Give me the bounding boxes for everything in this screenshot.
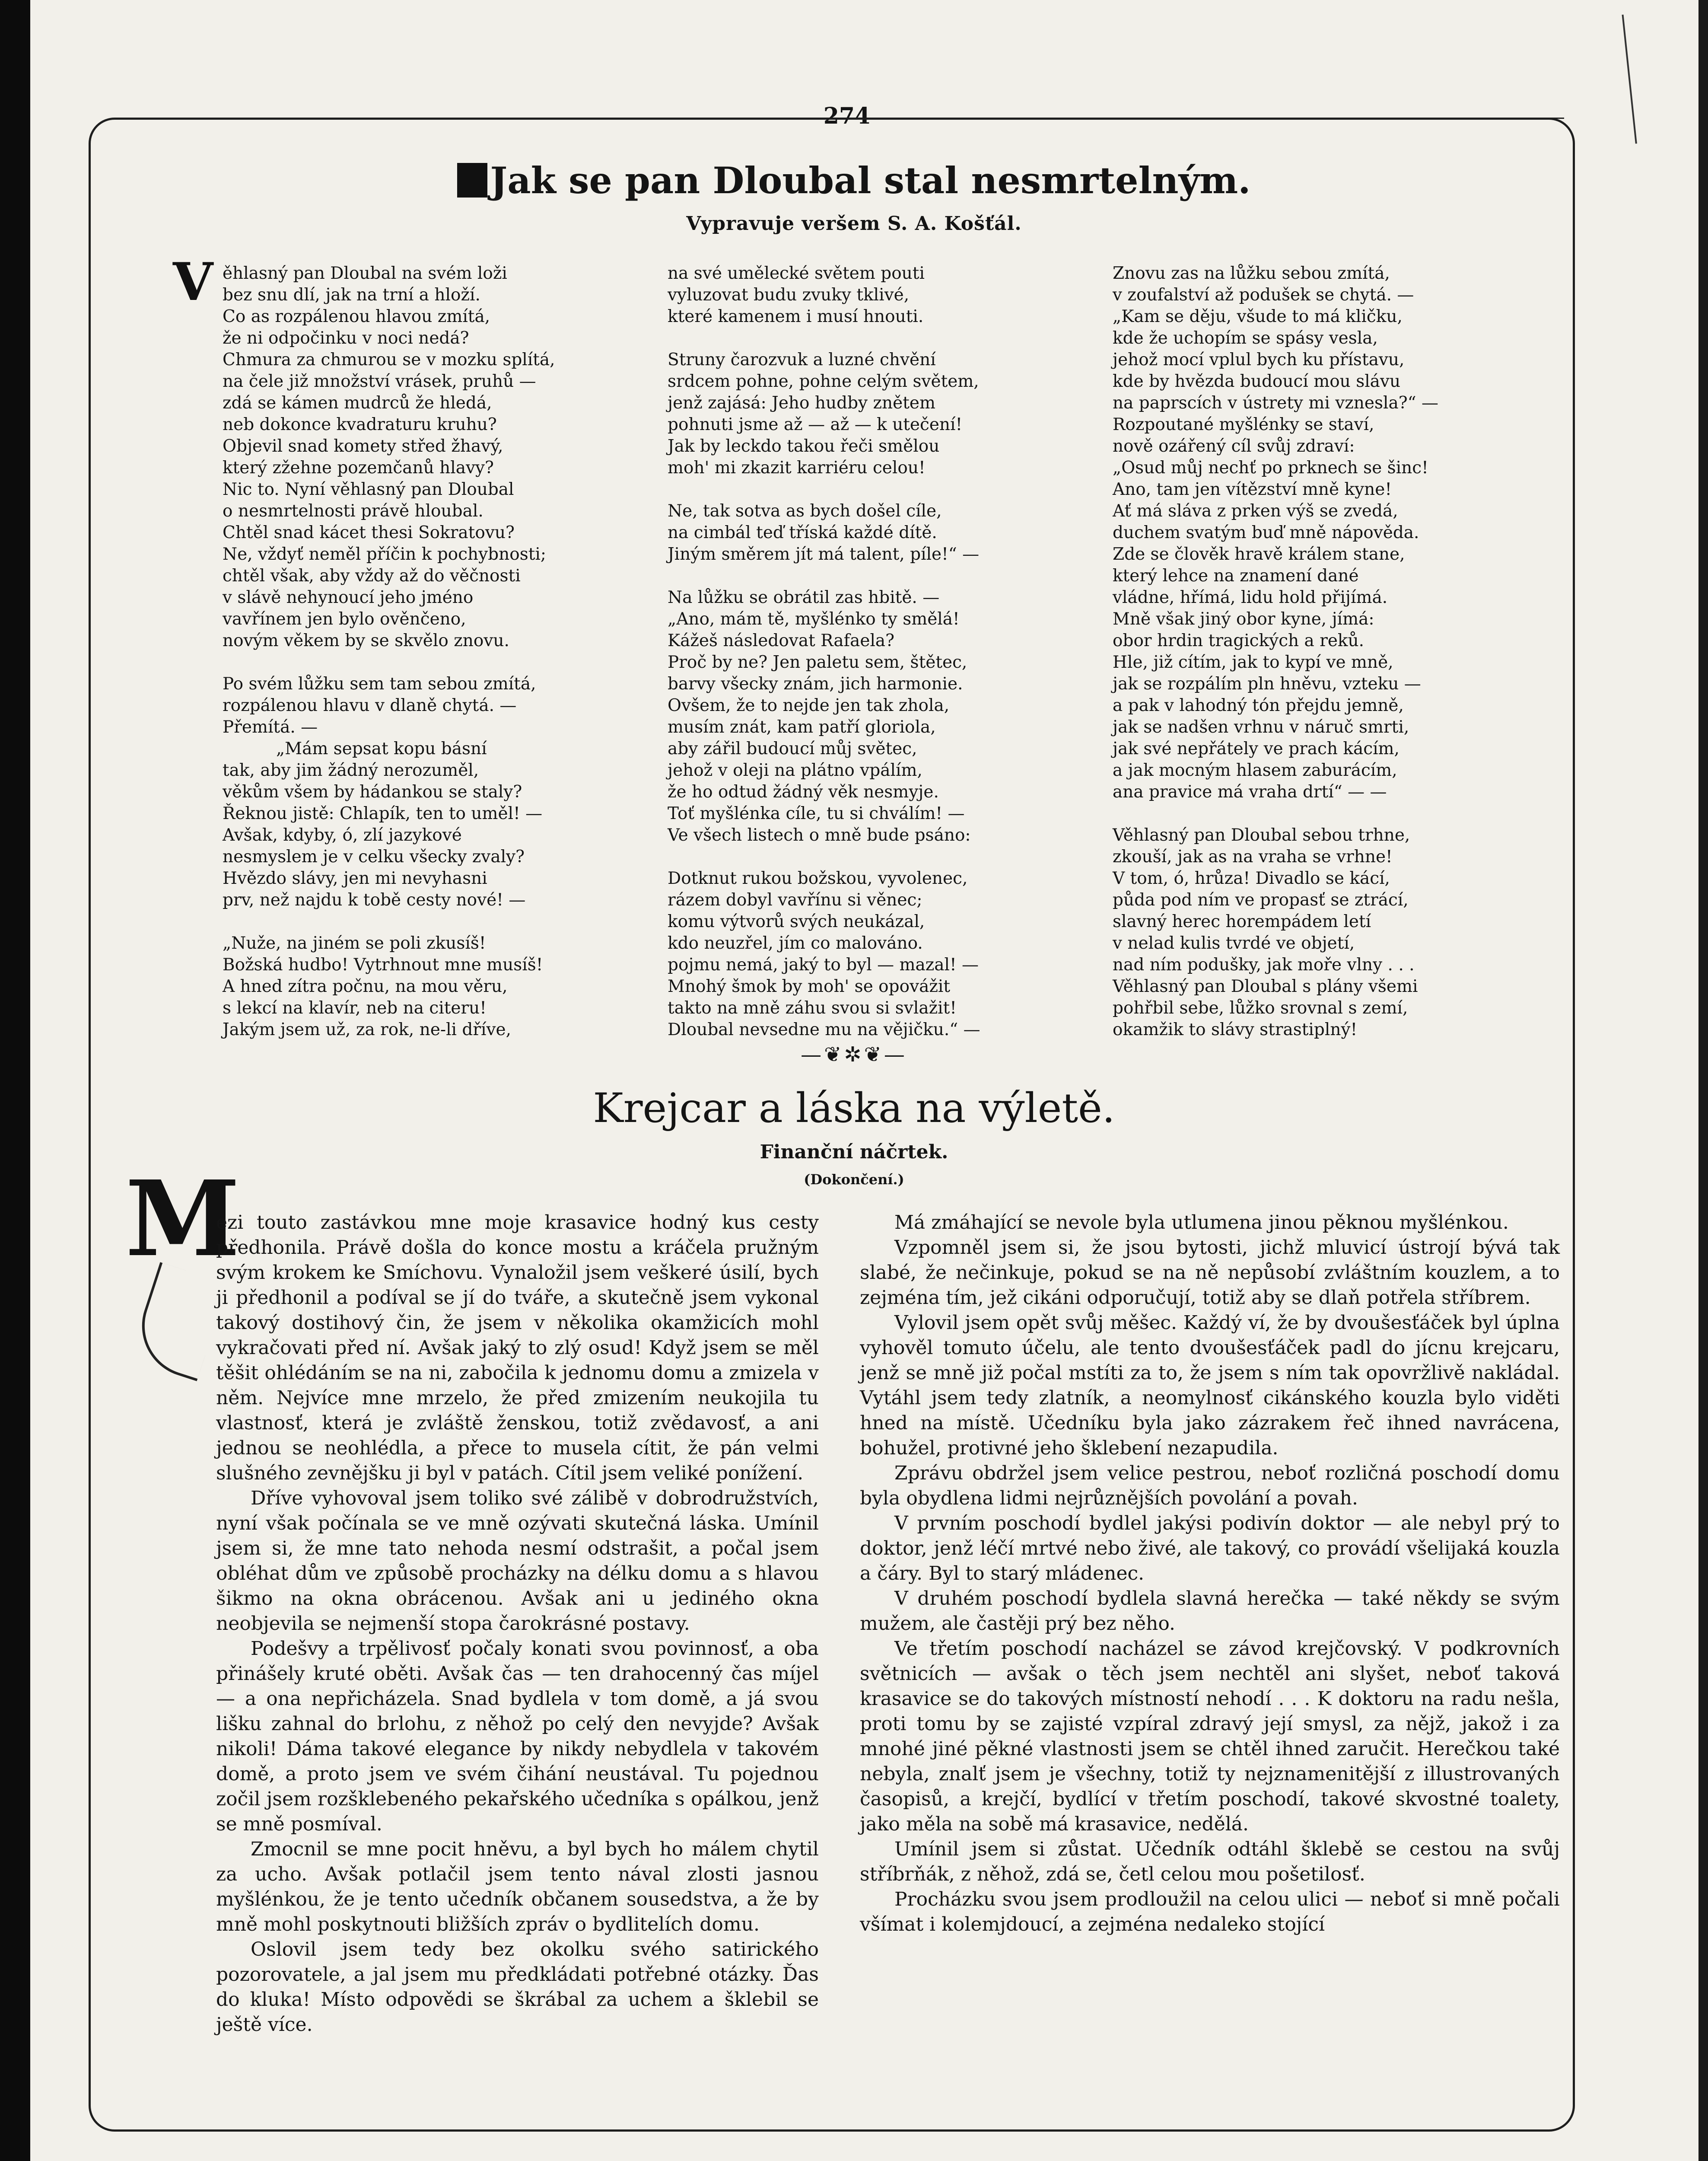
verse-line: v slávě nehynoucí jeho jméno (223, 588, 474, 607)
verse-line: Kážeš následovat Rafaela? (668, 631, 895, 650)
verse-line: na své umělecké světem pouti (668, 264, 925, 283)
verse-line: musím znát, kam patří gloriola, (668, 717, 936, 737)
verse-line: Co as rozpálenou hlavou zmítá, (223, 307, 490, 326)
story-subtitle: Finanční náčrtek. (760, 1141, 948, 1163)
verse-line: Ne, vždyť neměl příčin k pochybnosti; (223, 545, 547, 564)
verse-line (1113, 803, 1562, 825)
verse-line: zdá se kámen mudrců že hledá, (223, 393, 492, 413)
story-paragraph: Má zmáhající se nevole byla utlumena jinou pěknou myšlénkou. (894, 1211, 1509, 1233)
verse-line: vavřínem jen bylo ověnčeno, (223, 609, 466, 629)
poem-column-2 (668, 263, 1117, 1041)
verse-line: barvy všecky znám, jich harmonie. (668, 674, 963, 694)
verse-line: duchem svatým buď mně nápověda. (1113, 523, 1419, 542)
verse-line: Ne, tak sotva as bych došel cíle, (668, 501, 942, 521)
story-continued-note: (Dokončení.) (804, 1171, 904, 1188)
verse-line: Přemítá. — (223, 717, 318, 737)
initial-flourish-icon (129, 1262, 229, 1381)
story-paragraph: Podešvy a trpělivosť počaly konati svou povinnosť, a oba přinášely kruté oběti. Avšak čas — ten drahocenný čas míjel — a ona nepřicházela. Snad bydlela v tom domě, a já svou lišku zahnal do brlohu, z něhož po celý den nevyjde? Avšak nikoli! Dáma takové elegance by nikdy nebydlela v takovém domě, a proto jsem ve svém čihání neustával. Tu pojednou zočil jsem rozšklebeného pekařského učedníka s opálkou, jenž se mně posmíval. (216, 1638, 819, 1835)
verse-line: okamžik to slávy strastiplný! (1113, 1020, 1358, 1039)
verse-line: „Kam se děju, všude to má kličku, (1113, 307, 1403, 326)
verse-line: jak své nepřátely ve prach kácím, (1113, 739, 1399, 759)
story-title: Krejcar a láska na výletě. (593, 1085, 1115, 1132)
verse-line: Jakým jsem už, za rok, ne-li dříve, (223, 1020, 512, 1039)
verse-line: kde by hvězda budoucí mou slávu (1113, 372, 1401, 391)
verse-line: Proč by ne? Jen paletu sem, štětec, (668, 653, 967, 672)
verse-line (668, 846, 1117, 868)
story-paragraph: Umínil jsem si zůstat. Učedník odtáhl šklebě se cestou na svůj stříbrňák, z něhož, zdá se, četl celou mou pošetilosť. (860, 1838, 1560, 1885)
page-number: 274 (823, 103, 871, 129)
verse-line (223, 652, 672, 673)
verse-line: a pak v lahodný tón přejdu jemně, (1113, 696, 1404, 715)
verse-line: o nesmrtelnosti právě hloubal. (223, 501, 483, 521)
verse-line: „Osud můj nechť po prknech se šinc! (1113, 458, 1428, 478)
story-initial (125, 1158, 240, 1374)
verse-line: rázem dobyl vavřínu si věnec; (668, 890, 922, 910)
verse-line: slavný herec horempádem letí (1113, 912, 1371, 931)
verse-line: Božská hudbo! Vytrhnout mne musíš! (223, 955, 543, 975)
verse-line: Objevil snad komety střed žhavý, (223, 437, 503, 456)
verse-line: bez snu dlí, jak na trní a hloží. (223, 285, 480, 305)
verse-line: Chtěl snad kácet thesi Sokratovu? (223, 523, 515, 542)
verse-line: nesmyslem je v celku všecky zvaly? (223, 847, 525, 867)
verse-line: Na lůžku se obrátil zas hbitě. — (668, 588, 940, 607)
verse-line: který zžehne pozemčanů hlavy? (223, 458, 494, 478)
story-paragraph: V druhém poschodí bydlela slavná herečka — také někdy se svým mužem, ale častěji prý bez něho. (860, 1587, 1560, 1635)
story-column-left (216, 1210, 819, 2037)
verse-line (668, 328, 1117, 349)
verse-line: zkouší, jak as na vraha se vrhne! (1113, 847, 1393, 867)
verse-line: obor hrdin tragických a reků. (1113, 631, 1364, 650)
poem-initial: V (173, 252, 213, 312)
verse-line: „Ano, mám tě, myšlénko ty smělá! (668, 609, 960, 629)
verse-line: věkům všem by hádankou se staly? (223, 782, 522, 802)
verse-line: Avšak, kdyby, ó, zlí jazykové (223, 826, 462, 845)
verse-line: komu výtvorů svých neukázal, (668, 912, 925, 931)
poem-title (0, 159, 1708, 202)
verse-line: ěhlasný pan Dloubal na svém loži (223, 264, 507, 283)
verse-line: Dloubal nevsedne mu na vějičku.“ — (668, 1020, 980, 1039)
verse-line: nově ozářený cíl svůj zdraví: (1113, 437, 1355, 456)
scan-fold-mark (1622, 12, 1663, 143)
verse-line: Ovšem, že to nejde jen tak zhola, (668, 696, 950, 715)
verse-line: novým věkem by se skvělo znovu. (223, 631, 509, 650)
story-column-right (860, 1210, 1560, 1937)
verse-line: jak se rozpálím pln hněvu, vzteku — (1113, 674, 1421, 694)
verse-line: takto na mně záhu svou si svlažit! (668, 998, 957, 1018)
verse-line: na čele již množství vrásek, pruhů — (223, 372, 536, 391)
verse-line: Nic to. Nyní věhlasný pan Dloubal (223, 480, 514, 499)
verse-line: prv, než najdu k tobě cesty nové! — (223, 890, 526, 910)
verse-line: Hvězdo slávy, jen mi nevyhasni (223, 869, 487, 888)
verse-line: v zoufalství až podušek se chytá. — (1113, 285, 1414, 305)
verse-line: Věhlasný pan Dloubal s plány všemi (1113, 977, 1418, 996)
story-paragraph: Oslovil jsem tedy bez okolku svého satirického pozorovatele, a jal jsem mu předkládati potřebné otázky. Ďas do kluka! Místo odpovědi se škrábal za uchem a šklebil se ještě více. (216, 1938, 819, 2036)
verse-line: Dotknut rukou božskou, vyvolenec, (668, 869, 968, 888)
verse-line: aby zářil budoucí můj světec, (668, 739, 917, 759)
poem-column-1 (223, 263, 672, 1041)
verse-line: moh' mi zkazit karriéru celou! (668, 458, 926, 478)
ornament-icon (457, 163, 487, 198)
verse-line: který lehce na znamení dané (1113, 566, 1359, 586)
verse-line: kdo neuzřel, jím co malováno. (668, 934, 923, 953)
verse-line: vládne, hřímá, lidu hold přijímá. (1113, 588, 1388, 607)
verse-line: Po svém lůžku sem tam sebou zmítá, (223, 674, 536, 694)
verse-line: jehož mocí vplul bych ku přístavu, (1113, 350, 1405, 370)
story-paragraph: ezi touto zastávkou mne moje krasavice hodný kus cesty předhonila. Právě došla do konce mostu a kráčela pružným svým krokem ke Smíchovu. Vynaložil jsem veškeré úsilí, bych ji předhonil a podíval se jí do tváře, a skutečně jsem vykonal takový dostihový čin, že jsem v několika okamžicích mohl vykračovati před ní. Avšak jaký to zlý osud! Když jsem se měl těšit ohlédáním se na ni, zabočila k jednomu domu a zmizela v něm. Nejvíce mne mrzelo, že před zmizením neukojila tu vlastnosť, která je zvláště ženskou, totiž zvědavosť, a ani jednou se neohlédla, a přece to musela cítit, že pán velmi slušného zevnějšku ji byl v patách. Cítil jsem veliké ponížení. (216, 1211, 819, 1484)
verse-line: Struny čarozvuk a luzné chvění (668, 350, 936, 370)
verse-line: A hned zítra počnu, na mou věru, (223, 977, 508, 996)
verse-line: půda pod ním ve propasť se ztrácí, (1113, 890, 1409, 910)
verse-line: na cimbál teď tříská každé dítě. (668, 523, 937, 542)
story-paragraph: Vylovil jsem opět svůj měšec. Každý ví, že by dvoušesťáček byl úplna vyhověl tomuto účelu, ale tento dvoušesťáček padl do jícnu krejcaru, jenž se mně již počal mstíti za to, že jsem s ním tak opovržlivě nakládal. Vytáhl jsem tedy zlatník, a neomylnosť cikánského kouzla bylo viděti hned na místě. Učedníku byla jako zázrakem řeč ihned navrácena, bohužel, protivné jeho šklebení nezapudila. (860, 1312, 1560, 1459)
verse-line: Mnohý šmok by moh' se opovážit (668, 977, 951, 996)
verse-line: že ni odpočinku v noci nedá? (223, 328, 469, 348)
verse-line: srdcem pohne, pohne celým světem, (668, 372, 979, 391)
story-paragraph: Zprávu obdržel jsem velice pestrou, neboť rozličná poschodí domu byla obydlena lidmi nejrůznějších povolání a povah. (860, 1462, 1560, 1509)
verse-line: nad ním podušky, jak moře vlny . . . (1113, 955, 1415, 975)
verse-line: rozpálenou hlavu v dlaně chytá. — (223, 696, 517, 715)
story-paragraph: Vzpomněl jsem si, že jsou bytosti, jichž mluvicí ústrojí bývá tak slabé, že nečinkuje, pokud se na ně nepůsobí zvláštním kouzlem, a to zejména tím, jež cikáni odporučují, totiž aby se dlaň potřela stříbrem. (860, 1237, 1560, 1309)
verse-line: neb dokonce kvadraturu kruhu? (223, 415, 497, 434)
verse-line: vyluzovat budu zvuky tklivé, (668, 285, 910, 305)
verse-line (668, 565, 1117, 587)
verse-line: chtěl však, aby vždy až do věčnosti (223, 566, 521, 586)
verse-line: tak, aby jim žádný nerozuměl, (223, 761, 479, 780)
verse-line: v nelad kulis tvrdé ve objetí, (1113, 934, 1355, 953)
verse-line: Znovu zas na lůžku sebou zmítá, (1113, 264, 1390, 283)
verse-line: Hle, již cítím, jak to kypí ve mně, (1113, 653, 1393, 672)
verse-line: Ano, tam jen vítězství mně kyne! (1113, 480, 1392, 499)
verse-line: Věhlasný pan Dloubal sebou trhne, (1113, 826, 1410, 845)
verse-line (668, 479, 1117, 500)
verse-line: Mně však jiný obor kyne, jímá: (1113, 609, 1374, 629)
scan-left-edge (0, 0, 30, 2161)
verse-line: s lekcí na klavír, neb na citeru! (223, 998, 487, 1018)
verse-line: Rozpoutané myšlénky se staví, (1113, 415, 1374, 434)
verse-line: jehož v oleji na plátno vpálím, (668, 761, 922, 780)
verse-line: „Mám sepsat kopu básní (223, 739, 487, 759)
verse-line: Zde se člověk hravě králem stane, (1113, 545, 1405, 564)
poem-byline: Vypravuje veršem S. A. Košťál. (686, 213, 1022, 235)
poem-column-3 (1113, 263, 1562, 1041)
story-paragraph: Ve třetím poschodí nacházel se závod krejčovský. V podkrovních světnicích — avšak o těch jsem nechtěl ani slyšet, neboť taková krasavice se do takových místností nehodí . . . K doktoru na radu nešla, proti tomu by se zajisté vzpíral zdravý její smysl, za nějž, jakož i za mnohé jiné pěkné vlastnosti jsem se chtěl ihned zaručit. Herečkou také nebyla, znalť jsem je všechny, totiž ty nejznamenitější z illustrovaných časopisů, a krejčí, bydlící v třetím poschodí, takové skvostné toalety, jako měla na sobě má krasavice, nedělá. (860, 1638, 1560, 1835)
verse-line (223, 911, 672, 933)
scan-right-edge (1698, 0, 1708, 2161)
verse-line: jak se nadšen vrhnu v náruč smrti, (1113, 717, 1409, 737)
verse-line: že ho odtud žádný věk nesmyje. (668, 782, 939, 802)
verse-line: V tom, ó, hrůza! Divadlo se kácí, (1113, 869, 1390, 888)
verse-line: pohřbil sebe, lůžko srovnal s zemí, (1113, 998, 1408, 1018)
verse-line: kde že uchopím se spásy vesla, (1113, 328, 1378, 348)
story-paragraph: V prvním poschodí bydlel jakýsi podivín doktor — ale nebyl prý to doktor, jenž léčí mrtvé nebo živé, ale takový, co provádí všelijaká kouzla a čáry. Byl to starý mládenec. (860, 1512, 1560, 1584)
verse-line: ana pravice má vraha drtí“ — — (1113, 782, 1387, 802)
verse-line: Jiným směrem jít má talent, píle!“ — (668, 545, 980, 564)
verse-line: a jak mocným hlasem zaburácím, (1113, 761, 1397, 780)
verse-line: na paprscích v ústrety mi vznesla?“ — (1113, 393, 1438, 413)
section-divider: —❦✲❦— (801, 1042, 907, 1067)
verse-line: Toť myšlénka cíle, tu si chválím! — (668, 804, 965, 823)
verse-line: Chmura za chmurou se v mozku splítá, (223, 350, 555, 370)
story-paragraph: Procházku svou jsem prodloužil na celou ulici — neboť si mně počali všímat i kolemjdoucí, a zejména nedaleko stojící (860, 1888, 1560, 1935)
story-paragraph: Dříve vyhovoval jsem toliko své zálibě v dobrodružstvích, nyní však počínala se ve mně ozývati skutečná láska. Umínil jsem si, že mne tato nehoda nesmí odstrašit, a počal jsem obléhat dům ve způsobě procházky na délku domu a s hlavou šikmo na okna obrácenou. Avšak ani u jediného okna neobjevila se nejmenší stopa čarokrásné postavy. (216, 1487, 819, 1635)
verse-line: jenž zajásá: Jeho hudby znětem (668, 393, 935, 413)
verse-line: které kamenem i musí hnouti. (668, 307, 924, 326)
story-initial-letter: M (125, 1158, 240, 1280)
verse-line: Ve všech listech o mně bude psáno: (668, 826, 971, 845)
verse-line: pohnuti jsme až — až — k utečení! (668, 415, 963, 434)
story-paragraph: Zmocnil se mne pocit hněvu, a byl bych ho málem chytil za ucho. Avšak potlačil jsem tento nával zlosti jasnou myšlénkou, že je tento učedník občanem sousedstva, a že by mně mohl poskytnouti bližších zpráv o bydlitelích domu. (216, 1838, 819, 1935)
verse-line: Jak by leckdo takou řeči smělou (668, 437, 940, 456)
verse-line: Ať má sláva z prken výš se zvedá, (1113, 501, 1398, 521)
poem-title-text: Jak se pan Dloubal stal nesmrtelným. (490, 159, 1251, 202)
verse-line: Řeknou jistě: Chlapík, ten to uměl! — (223, 804, 543, 823)
verse-line: „Nuže, na jiném se poli zkusíš! (223, 934, 486, 953)
verse-line: pojmu nemá, jaký to byl — mazal! — (668, 955, 979, 975)
